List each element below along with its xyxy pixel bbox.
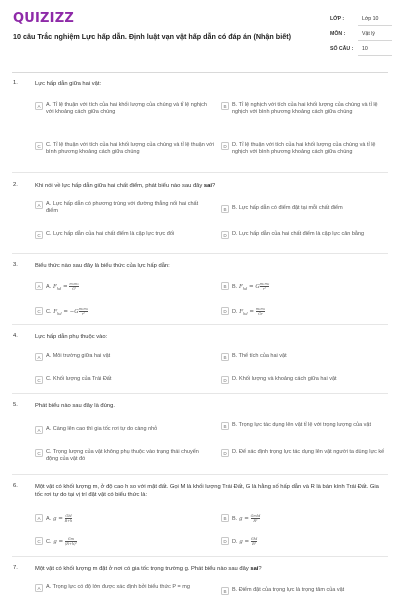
meta-underline [358, 25, 392, 26]
option-letter: D [221, 449, 229, 457]
question-text: Lực hấp dẫn giữa hai vật: [35, 81, 102, 87]
option-text: C. Trọng lượng của vật không phụ thuộc vào trạng thái chuyển động của vật đó [46, 449, 199, 462]
option-letter: D [221, 142, 229, 150]
formula: A. g = $\frac{GM}{R+h}$ [46, 514, 73, 523]
option-letter: B [221, 353, 229, 361]
option-text: D. Để xác định trọng lực tác dụng lên vật người ta dùng lực kế [232, 449, 385, 455]
option-letter: B [221, 282, 229, 290]
option-letter: B [221, 587, 229, 595]
option-text: A. Tỉ lệ thuận với tích của hai khối lượng của chúng và tỉ lệ nghịch với khoảng cách giữa chúng [46, 102, 207, 115]
meta-label: SỐ CÂU : [330, 46, 354, 52]
option-letter: B [221, 205, 229, 213]
question-divider [12, 393, 388, 394]
emphasis-word: sai [203, 183, 212, 189]
option-text: B. Thể tích của hai vật [232, 353, 287, 359]
option-letter: C [35, 376, 43, 384]
question-number: 7. [13, 565, 18, 571]
option-letter: D [221, 307, 229, 315]
option-letter: A [35, 584, 43, 592]
question-number: 1. [13, 80, 18, 86]
option-text: D. Lực hấp dẫn của hai chất điểm là cặp lực cân bằng [232, 231, 365, 237]
option-letter: C [35, 142, 43, 150]
option-text: D. Khối lượng và khoảng cách giữa hai vật [232, 376, 337, 382]
option-text: A. Trọng lực có độ lớn được xác định bởi biểu thức P = mg [46, 584, 190, 590]
option-text: B. Điểm đặt của trọng lực là trọng tâm của vật [232, 587, 345, 593]
option-letter: A [35, 201, 43, 209]
formula: C. $F_{hd} = -G$ $\frac{\text{m₁m₂}}{\text{r²}}$ [46, 307, 89, 317]
question-divider [12, 253, 388, 254]
question-text: Phát biểu nào sau đây là đúng. [35, 403, 115, 409]
option-text: C. Lực hấp dẫn của hai chất điểm là cặp lực trực đối [46, 231, 175, 237]
formula: A. $F_{hd}$ = $\frac{\text{m₁m₂}}{\text{G²}}$ [46, 282, 79, 292]
meta-subject [330, 31, 392, 43]
header-divider [12, 72, 388, 73]
question-number: 2. [13, 182, 18, 188]
option-letter: C [35, 231, 43, 239]
option-letter: A [35, 514, 43, 522]
option-text: C. Khối lượng của Trái Đất [46, 376, 112, 382]
question-number: 6. [13, 483, 18, 489]
option-text: B. Lực hấp dẫn có điểm đặt tại mỗi chất điểm [232, 205, 343, 211]
question-divider [12, 474, 388, 475]
option-letter: A [35, 282, 43, 290]
question-number: 4. [13, 333, 18, 339]
page-title: 10 câu Trắc nghiệm Lực hấp dẫn. Định luật vạn vật hấp dẫn có đáp án (Nhận biết) [13, 32, 291, 41]
option-letter: A [35, 353, 43, 361]
meta-label: MÔN : [330, 31, 346, 37]
option-letter: A [35, 102, 43, 110]
formula: B. $F_{hd} = G$ $\frac{\text{m₁m₂}}{\text{r²}}$ [232, 282, 270, 292]
question-number: 5. [13, 402, 18, 408]
option-text: A. Môi trường giữa hai vật [46, 353, 111, 359]
meta-value: Vật lý [362, 31, 375, 37]
meta-value: Lớp 10 [362, 16, 379, 22]
option-letter: C [35, 537, 43, 545]
option-text: D. Tỉ lệ thuận với tích của hai khối lượng của chúng và tỉ lệ nghịch với bình phương khoảng cách giữa chúng [232, 142, 376, 155]
meta-underline [358, 55, 392, 56]
option-text: B. Trọng lực tác dụng lên vật tỉ lệ với trọng lượng của vật [232, 422, 372, 428]
quizizz-logo: QUIZIZZ [13, 11, 74, 26]
question-text: Khi nói về lực hấp dẫn giữa hai chất điểm, phát biểu nào sau đây sai? [35, 183, 216, 189]
question-text: Lực hấp dẫn phụ thuộc vào: [35, 334, 108, 340]
question-divider [12, 556, 388, 557]
formula: B. g = GmM R² [232, 514, 261, 523]
option-letter: D [221, 376, 229, 384]
formula: D. g = $\frac{GM}{\text{R²}}$ [232, 537, 258, 546]
meta-question-count [330, 46, 392, 58]
emphasis-word: sai [250, 566, 259, 572]
option-letter: C [35, 307, 43, 315]
question-number: 3. [13, 262, 18, 268]
option-text: C. Tỉ lệ thuận với tích của hai khối lượng của chúng và tỉ lệ thuận với bình phương khoảng cách giữa chúng [46, 142, 214, 155]
meta-class [330, 16, 392, 28]
meta-value: 10 [362, 46, 368, 52]
option-text: A. Lực hấp dẫn có phương trùng với đường thẳng nối hai chất điểm [46, 201, 199, 214]
option-letter: B [221, 102, 229, 110]
option-letter: D [221, 231, 229, 239]
question-divider [12, 172, 388, 173]
option-text: B. Tỉ lệ nghịch với tích của hai khối lượng của chúng và tỉ lệ nghịch với bình phương khoảng cách giữa chúng [232, 102, 378, 115]
meta-underline [358, 40, 392, 41]
option-letter: B [221, 514, 229, 522]
option-text: A. Càng lên cao thì gia tốc rơi tự do càng nhỏ [46, 426, 158, 432]
meta-label: LỚP : [330, 16, 345, 22]
question-text: Một vật có khối lượng m đặt ở nơi có gia tốc trọng trường g. Phát biểu nào sau đây sai? [35, 566, 262, 572]
question-text: Biểu thức nào sau đây là biểu thức của lực hấp dẫn: [35, 263, 170, 269]
option-letter: D [221, 537, 229, 545]
question-divider [12, 324, 388, 325]
formula: C. g = $\frac{Gm}{\text{(R+h)²}}$ [46, 537, 77, 546]
option-letter: A [35, 426, 43, 434]
question-text: Một vật có khối lượng m, ở độ cao h so với mặt đất. Gọi M là khối lượng Trái Đất, G là hằng số hấp dẫn và R là bán kính Trái Đất. Gia tốc rơi tự do tại vị trí đặt vật có biểu thức là: [35, 484, 379, 498]
option-letter: C [35, 449, 43, 457]
worksheet-header [0, 0, 400, 72]
formula: D. $F_{hd}$ = $\frac{\text{m₁m₂}}{Gr}$ [232, 307, 266, 317]
option-letter: B [221, 422, 229, 430]
